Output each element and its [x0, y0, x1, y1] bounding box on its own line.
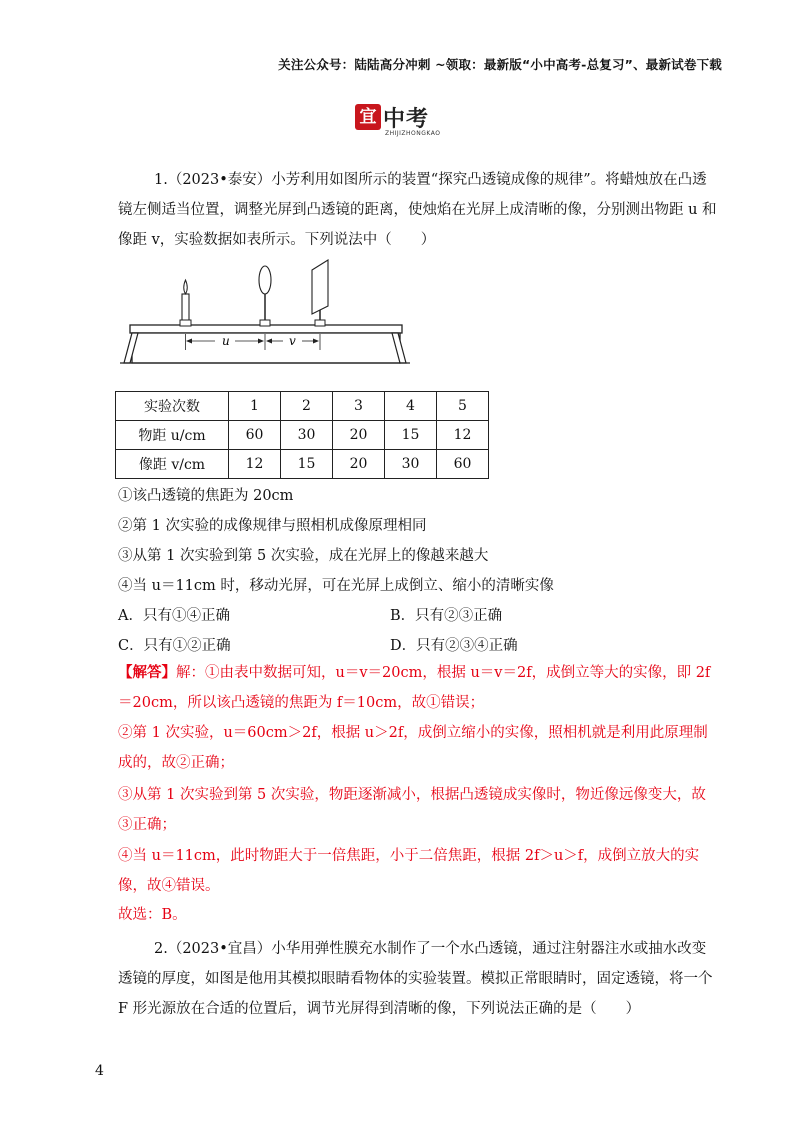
table-cell: 2	[281, 392, 333, 421]
page-number: 4	[95, 1063, 104, 1079]
table-cell: 3	[333, 392, 385, 421]
statement-1: ①该凸透镜的焦距为 20cm	[118, 488, 294, 504]
answer-paragraph-1	[118, 658, 718, 718]
table-cell: 15	[281, 450, 333, 479]
table-header-row	[116, 392, 489, 421]
table-cell: 1	[229, 392, 281, 421]
table-cell: 30	[385, 450, 437, 479]
table-cell: 实验次数	[116, 392, 229, 421]
statement-4: ④当 u＝11cm 时，移动光屏，可在光屏上成倒立、缩小的清晰实像	[118, 578, 554, 594]
table-row	[116, 421, 489, 450]
table-row	[116, 450, 489, 479]
answer-text-1: 解：①由表中数据可知，u＝v＝20cm，根据 u＝v＝2f，成倒立等大的实像，即 2f＝20cm，所以该凸透镜的焦距为 f＝10cm，故①错误；	[118, 665, 711, 711]
logo-name: 中考	[383, 107, 430, 132]
statement-3: ③从第 1 次实验到第 5 次实验，成在光屏上的像越来越大	[118, 548, 489, 564]
option-a: A．只有①④正确	[118, 608, 230, 624]
question-1-stem: 1.（2023•泰安）小芳利用如图所示的装置“探究凸透镜成像的规律”。将蜡烛放在凸透镜左侧适当位置，调整光屏到凸透镜的距离，使烛焰在光屏上成清晰的像，分别测出物距 u 和像距 v，实验数据如表所示。下列说法中（ ）	[118, 172, 717, 248]
table-cell: 30	[281, 421, 333, 450]
answer-paragraph-2: ②第 1 次实验，u＝60cm＞2f，根据 u＞2f，成倒立缩小的实像，照相机就是利用此原理制成的，故②正确；	[118, 725, 708, 771]
table-cell: 60	[229, 421, 281, 450]
logo-mark: 宜	[355, 104, 381, 130]
experiment-data-table	[115, 391, 489, 479]
table-cell: 20	[333, 450, 385, 479]
table-cell: 5	[437, 392, 489, 421]
u-label: u	[222, 334, 230, 348]
logo-subtitle: ZHIJIZHONGKAO	[385, 130, 441, 137]
table-cell: 60	[437, 450, 489, 479]
answer-choice: 故选：B。	[118, 907, 187, 923]
answer-paragraph-4: ④当 u＝11cm，此时物距大于一倍焦距，小于二倍焦距，根据 2f＞u＞f，成倒立放大的实像，故④错误。	[118, 848, 700, 894]
option-d: D．只有②③④正确	[390, 638, 518, 654]
table-cell: 20	[333, 421, 385, 450]
statement-2: ②第 1 次实验的成像规律与照相机成像原理相同	[118, 518, 427, 534]
page-header: 关注公众号：陆陆高分冲刺 ~领取：最新版“小中高考-总复习”、最新试卷下载	[278, 57, 722, 72]
table-cell: 12	[229, 450, 281, 479]
question-2-stem: 2.（2023•宜昌）小华用弹性膜充水制作了一个水凸透镜，通过注射器注水或抽水改变透镜的厚度，如图是他用其模拟眼睛看物体的实验装置。模拟正常眼睛时，固定透镜，将一个 F 形光源放在合适的位置后，调节光屏得到清晰的像，下列说法正确的是（ ）	[118, 941, 713, 1017]
table-cell: 4	[385, 392, 437, 421]
optical-bench-figure	[110, 258, 420, 368]
option-b: B．只有②③正确	[390, 608, 503, 624]
answer-label: 【解答】	[118, 664, 176, 681]
option-c: C．只有①②正确	[118, 638, 231, 654]
table-cell: 像距 v/cm	[116, 450, 229, 479]
v-label: v	[289, 334, 296, 348]
publisher-logo	[355, 100, 455, 142]
answer-paragraph-3: ③从第 1 次实验到第 5 次实验，物距逐渐减小，根据凸透镜成实像时，物近像远像变大，故③正确；	[118, 787, 706, 833]
table-cell: 15	[385, 421, 437, 450]
table-cell: 12	[437, 421, 489, 450]
table-cell: 物距 u/cm	[116, 421, 229, 450]
